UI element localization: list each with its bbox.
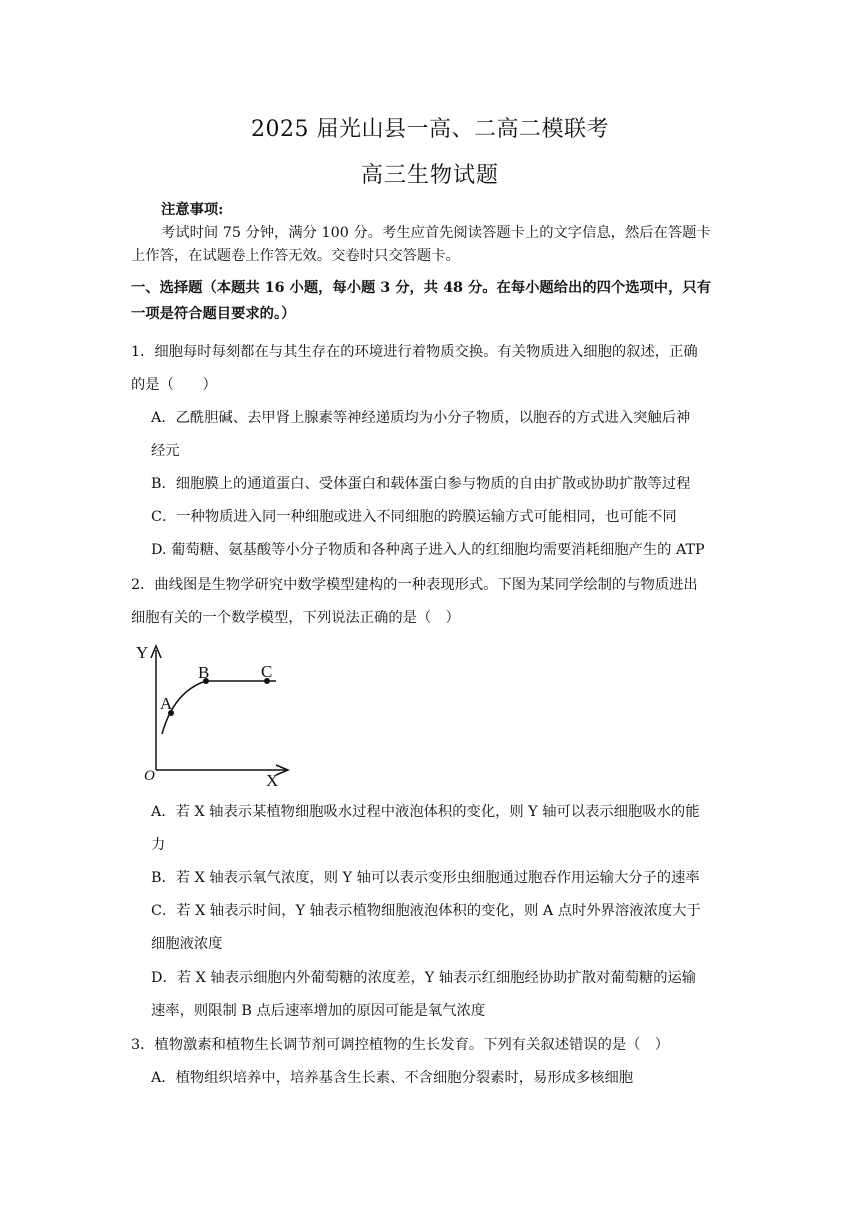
- question-2-option-a: 力: [151, 837, 166, 853]
- exam-title: 2025 届光山县一高、二高二模联考: [251, 117, 609, 142]
- notice-line: 考试时间 75 分钟，满分 100 分。考生应首先阅读答题卡上的文字信息，然后在答题卡: [161, 225, 711, 241]
- x-axis-label: X: [266, 771, 279, 790]
- question-1-option-c: C．一种物质进入同一种细胞或进入不同细胞的跨膜运输方式可能相同，也可能不同: [151, 509, 677, 525]
- y-axis-label: Y: [136, 643, 149, 662]
- question-2-stem: 细胞有关的一个数学模型，下列说法正确的是（ ）: [131, 610, 460, 626]
- question-1-option-a: A．乙酰胆碱、去甲肾上腺素等神经递质均为小分子物质，以胞吞的方式进入突触后神: [151, 410, 691, 426]
- question-2-option-d: D．若 X 轴表示细胞内外葡萄糖的浓度差，Y 轴表示红细胞经协助扩散对葡萄糖的运输: [151, 970, 697, 986]
- question-3-option-a: A．植物组织培养中，培养基含生长素、不含细胞分裂素时，易形成多核细胞: [151, 1070, 634, 1086]
- question-1-option-a: 经元: [151, 443, 180, 459]
- saturation-curve: [162, 681, 276, 734]
- question-2-option-d: 速率，则限制 B 点后速率增加的原因可能是氧气浓度: [151, 1003, 486, 1019]
- exam-subtitle: 高三生物试题: [360, 163, 499, 188]
- section-heading: 一、选择题（本题共 16 小题，每小题 3 分，共 48 分。在每小题给出的四个选项中，只有: [131, 280, 711, 296]
- origin-label: O: [144, 768, 155, 784]
- question-2-stem: 2．曲线图是生物学研究中数学模型建构的一种表现形式。下图为某同学绘制的与物质进出: [131, 577, 698, 593]
- section-heading: 一项是符合题目要求的。）: [131, 306, 296, 322]
- question-2-option-a: A．若 X 轴表示某植物细胞吸水过程中液泡体积的变化，则 Y 轴可以表示细胞吸水的能: [151, 804, 700, 820]
- notice-heading: 注意事项:: [161, 202, 224, 218]
- graph-svg: [136, 640, 296, 790]
- point-b-label: B: [198, 663, 210, 682]
- question-2-option-b: B．若 X 轴表示氧气浓度，则 Y 轴可以表示变形虫细胞通过胞吞作用运输大分子的速率: [151, 870, 700, 886]
- question-1-stem: 1．细胞每时每刻都在与其生存在的环境进行着物质交换。有关物质进入细胞的叙述，正确: [131, 344, 698, 360]
- notice-line: 上作答，在试题卷上作答无效。交卷时只交答题卡。: [131, 248, 460, 264]
- question-2-option-c: 细胞液浓度: [151, 936, 223, 952]
- question-3-stem: 3．植物激素和植物生长调节剂可调控植物的生长发育。下列有关叙述错误的是（ ）: [131, 1037, 670, 1053]
- point-a-label: A: [160, 694, 173, 713]
- math-model-graph: [136, 640, 296, 790]
- question-2-option-c: C．若 X 轴表示时间，Y 轴表示植物细胞液泡体积的变化，则 A 点时外界溶液浓度大于: [151, 903, 701, 919]
- question-1-option-b: B．细胞膜上的通道蛋白、受体蛋白和载体蛋白参与物质的自由扩散或协助扩散等过程: [151, 476, 691, 492]
- point-c-label: C: [261, 662, 273, 681]
- question-1-option-d: D. 葡萄糖、氨基酸等小分子物质和各种离子进入人的红细胞均需要消耗细胞产生的 ATP: [151, 542, 705, 558]
- question-1-stem: 的是（ ）: [131, 377, 217, 393]
